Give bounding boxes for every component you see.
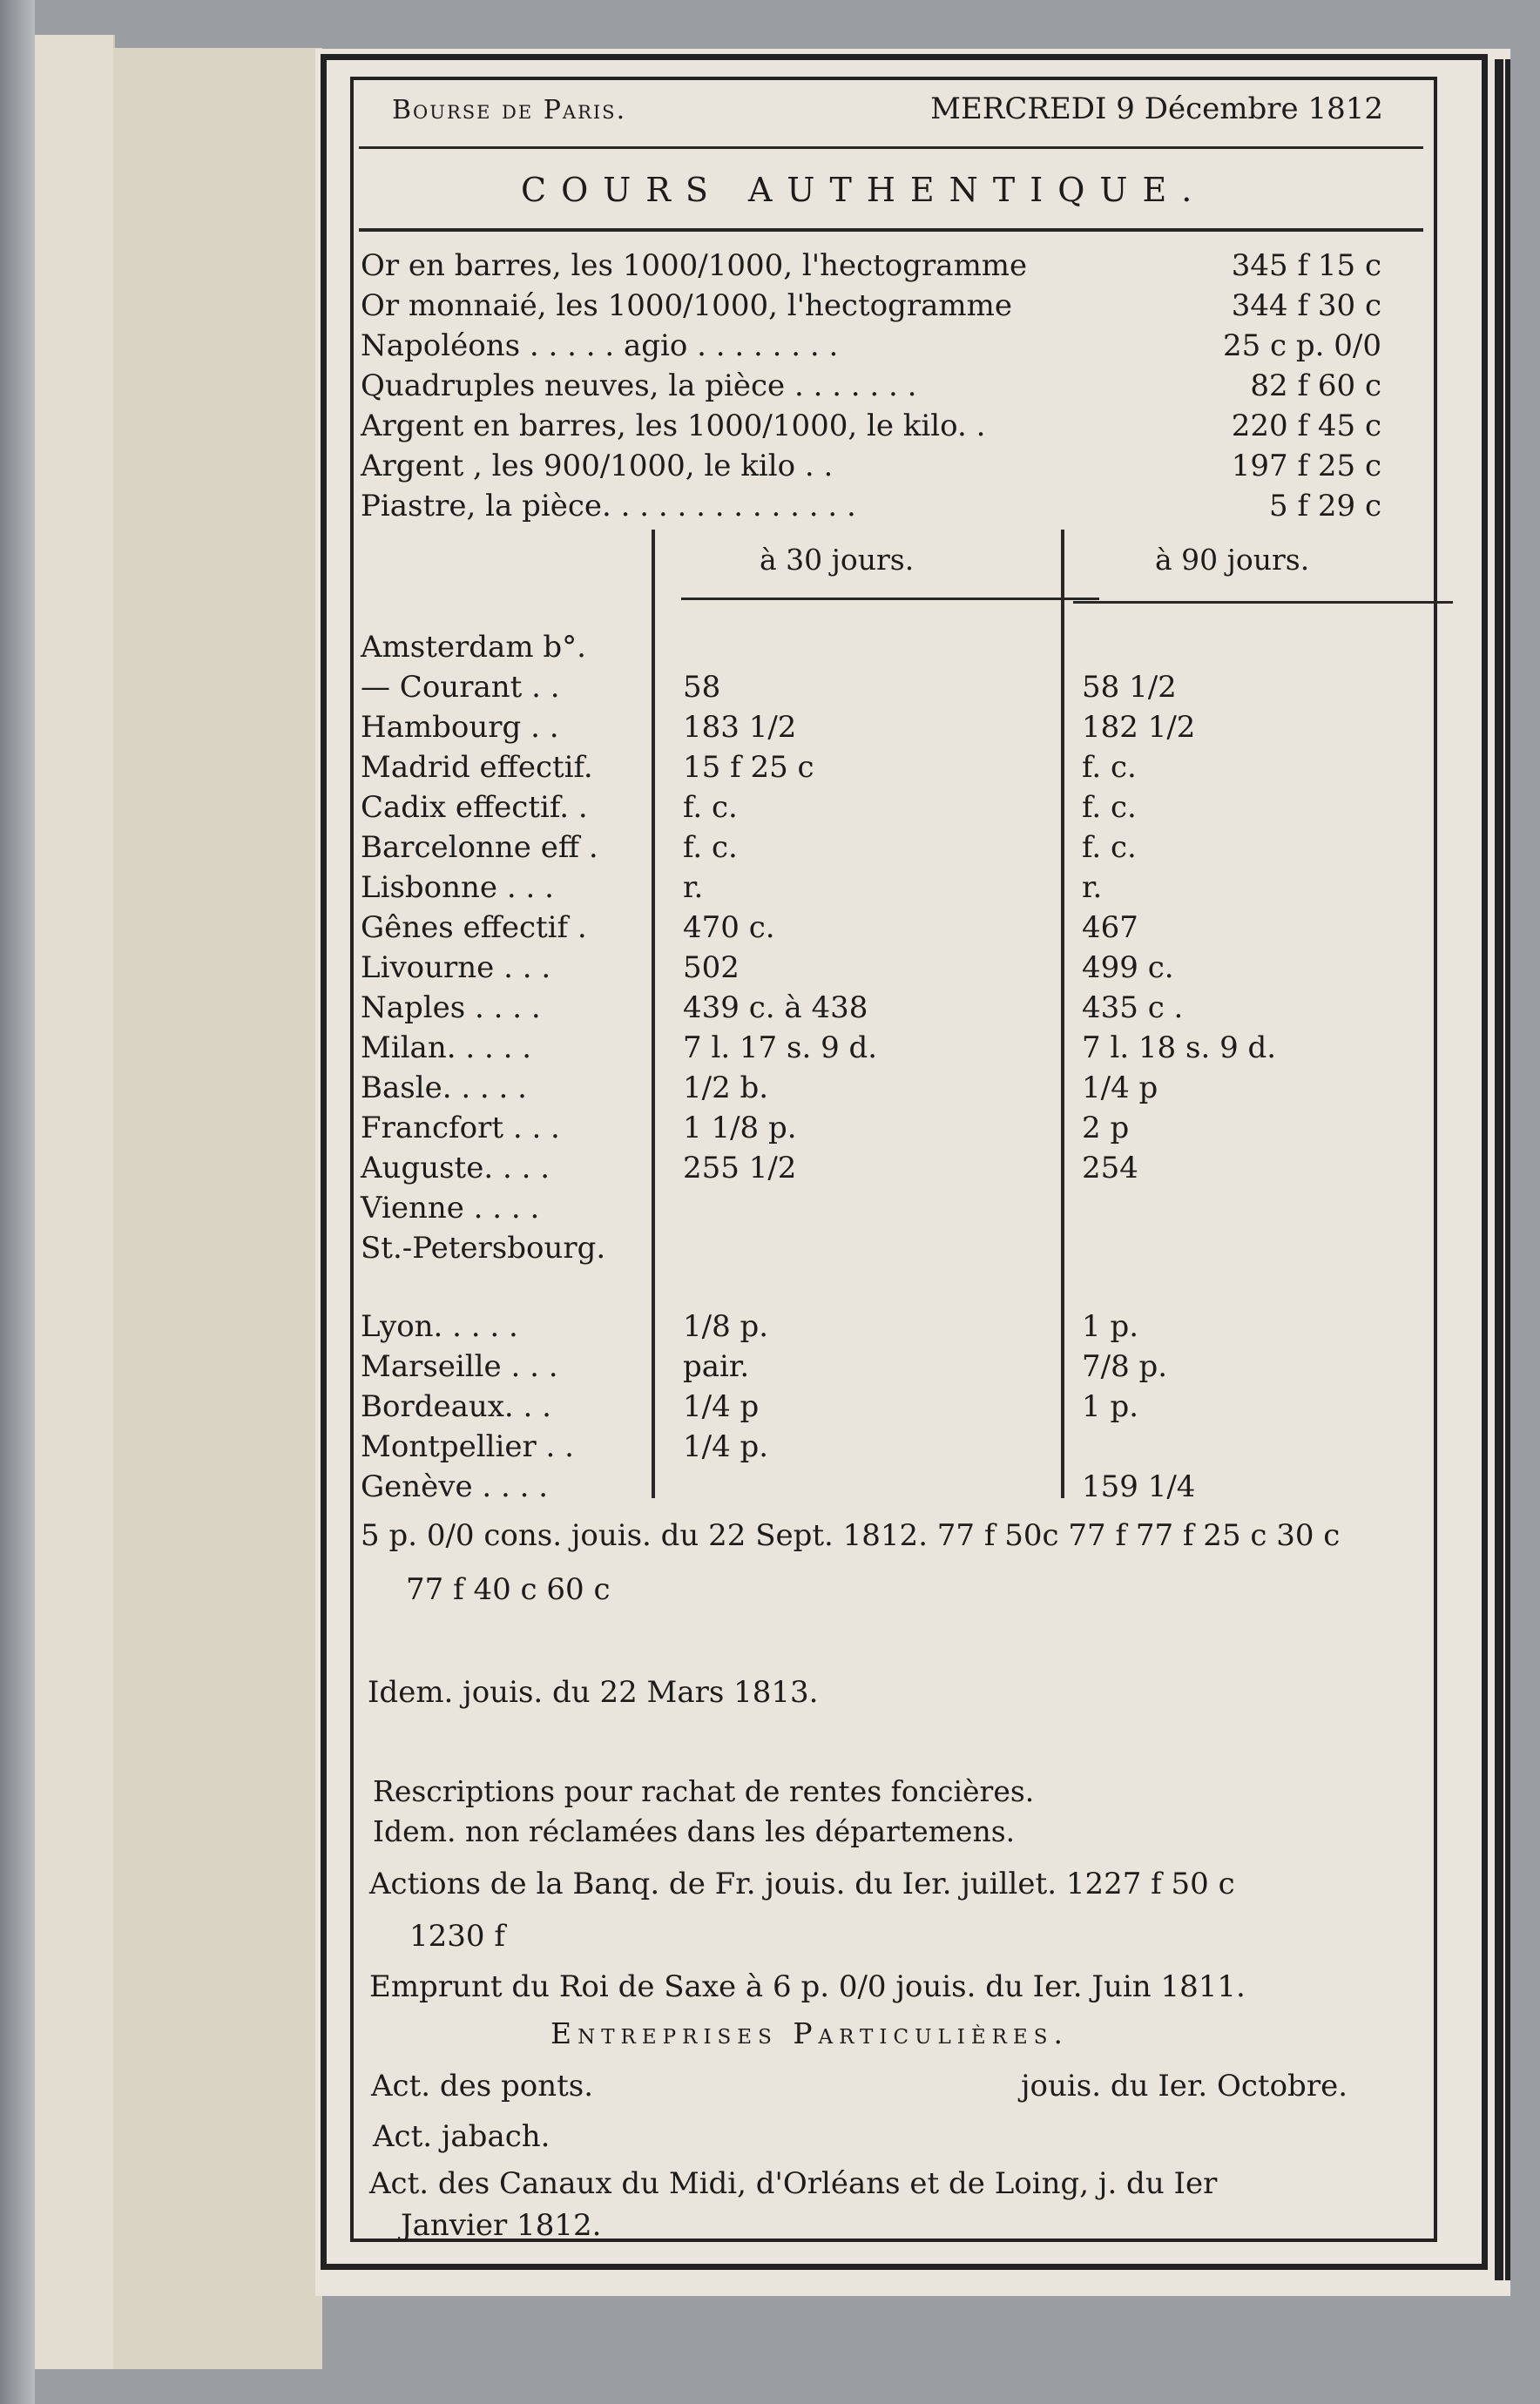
- rate-90-days: 254: [1082, 1151, 1138, 1185]
- act-ponts: Act. des ponts.: [371, 2069, 594, 2104]
- entreprises-title: Entreprises Particulières.: [550, 2016, 1069, 2050]
- cons-line-1: 5 p. 0/0 cons. jouis. du 22 Sept. 1812. 77 f 50c 77 f 77 f 25 c 30 c: [361, 1518, 1341, 1553]
- metal-value: 82 f 60 c: [1250, 368, 1381, 403]
- rate-90-days: 467: [1082, 910, 1138, 945]
- exchange-place: Lisbonne . . .: [361, 870, 554, 905]
- canaux-line-1: Act. des Canaux du Midi, d'Orléans et de Loing, j. du Ier: [369, 2166, 1218, 2201]
- metal-value: 345 f 15 c: [1231, 248, 1381, 283]
- column-rule: [1073, 601, 1453, 604]
- rate-30-days: 1/4 p: [683, 1389, 760, 1424]
- metal-value: 344 f 30 c: [1231, 288, 1381, 323]
- metal-value: 25 c p. 0/0: [1222, 328, 1381, 363]
- exchange-place: Cadix effectif. .: [361, 790, 588, 825]
- exchange-place: Genève . . . .: [361, 1469, 549, 1504]
- metal-value: 220 f 45 c: [1231, 409, 1381, 443]
- rate-30-days: 1/2 b.: [683, 1070, 769, 1105]
- header-rule: [359, 146, 1423, 149]
- column-divider: [652, 530, 655, 1498]
- rate-90-days: 7/8 p.: [1082, 1349, 1168, 1384]
- rate-30-days: 1/8 p.: [683, 1309, 769, 1344]
- exchange-place: Bordeaux. . .: [361, 1389, 551, 1424]
- exchange-place: Gênes effectif .: [361, 910, 587, 945]
- rate-30-days: f. c.: [683, 830, 738, 865]
- exchange-place: Auguste. . . .: [361, 1151, 550, 1185]
- metal-value: 197 f 25 c: [1231, 449, 1381, 483]
- rate-30-days: 58: [683, 670, 721, 705]
- banque-line-2: 1230 f: [409, 1919, 505, 1954]
- rate-90-days: f. c.: [1082, 790, 1137, 825]
- exchange-place: Naples . . . .: [361, 990, 541, 1025]
- rate-30-days: 439 c. à 438: [683, 990, 868, 1025]
- rate-90-days: 182 1/2: [1082, 710, 1196, 745]
- exchange-place: — Courant . .: [361, 670, 560, 705]
- exchange-place: Basle. . . . .: [361, 1070, 527, 1105]
- header-date: MERCREDI 9 Décembre 1812: [930, 91, 1383, 126]
- exchange-place: Amsterdam b°.: [361, 630, 586, 665]
- idem-non-reclamees: Idem. non réclamées dans les départemens.: [373, 1814, 1016, 1848]
- exchange-place: Lyon. . . . .: [361, 1309, 518, 1344]
- rate-90-days: 1 p.: [1082, 1389, 1139, 1424]
- metal-label: Argent , les 900/1000, le kilo . .: [361, 449, 834, 483]
- rate-90-days: 2 p: [1082, 1111, 1130, 1145]
- exchange-place: Livourne . . .: [361, 950, 551, 985]
- rate-90-days: 7 l. 18 s. 9 d.: [1082, 1030, 1277, 1065]
- frame-bar: [1505, 59, 1510, 2280]
- rate-90-days: 159 1/4: [1082, 1469, 1196, 1504]
- exchange-place: Madrid effectif.: [361, 750, 593, 785]
- rate-90-days: f. c.: [1082, 750, 1137, 785]
- metal-label: Napoléons . . . . . agio . . . . . . . .: [361, 328, 839, 363]
- idem-mars: Idem. jouis. du 22 Mars 1813.: [368, 1675, 819, 1710]
- exchange-place: Barcelonne eff .: [361, 830, 598, 865]
- rate-90-days: 435 c .: [1082, 990, 1184, 1025]
- rate-30-days: r.: [683, 870, 704, 905]
- rate-30-days: 255 1/2: [683, 1151, 797, 1185]
- spine-shadow: [0, 0, 35, 2404]
- rate-30-days: 1 1/8 p.: [683, 1111, 797, 1145]
- exchange-place: Hambourg . .: [361, 710, 559, 745]
- flyleaf-inner: [113, 48, 322, 2369]
- page-title: COURS AUTHENTIQUE.: [521, 171, 1207, 209]
- header-left: Bourse de Paris.: [392, 95, 627, 125]
- rate-30-days: pair.: [683, 1349, 750, 1384]
- act-jabach: Act. jabach.: [373, 2119, 550, 2154]
- rate-30-days: 470 c.: [683, 910, 775, 945]
- column-30-header: à 30 jours.: [760, 543, 915, 577]
- column-90-header: à 90 jours.: [1155, 543, 1310, 577]
- flyleaf: [35, 35, 115, 2369]
- emprunt: Emprunt du Roi de Saxe à 6 p. 0/0 jouis. du Ier. Juin 1811.: [369, 1969, 1246, 2004]
- metal-label: Or monnaié, les 1000/1000, l'hectogramme: [361, 288, 1012, 323]
- rate-90-days: 1/4 p: [1082, 1070, 1158, 1105]
- rate-30-days: 502: [683, 950, 740, 985]
- metal-value: 5 f 29 c: [1269, 489, 1381, 523]
- rate-90-days: 1 p.: [1082, 1309, 1139, 1344]
- page: [315, 49, 1510, 2296]
- cons-line-2: 77 f 40 c 60 c: [406, 1572, 611, 1607]
- title-rule: [359, 228, 1423, 232]
- metal-label: Piastre, la pièce. . . . . . . . . . . . . .: [361, 489, 856, 523]
- rate-30-days: 1/4 p.: [683, 1429, 769, 1464]
- rate-30-days: 15 f 25 c: [683, 750, 814, 785]
- rate-90-days: 499 c.: [1082, 950, 1174, 985]
- rate-30-days: f. c.: [683, 790, 738, 825]
- metal-label: Quadruples neuves, la pièce . . . . . . .: [361, 368, 917, 403]
- rate-90-days: r.: [1082, 870, 1103, 905]
- rescriptions: Rescriptions pour rachat de rentes foncières.: [373, 1774, 1035, 1808]
- banque-line-1: Actions de la Banq. de Fr. jouis. du Ier. juillet. 1227 f 50 c: [369, 1867, 1235, 1901]
- rate-90-days: 58 1/2: [1082, 670, 1177, 705]
- act-ponts-jouis: jouis. du Ier. Octobre.: [1021, 2069, 1348, 2104]
- canaux-line-2: Janvier 1812.: [401, 2208, 602, 2243]
- rate-30-days: 7 l. 17 s. 9 d.: [683, 1030, 878, 1065]
- exchange-place: St.-Petersbourg.: [361, 1231, 606, 1266]
- exchange-place: Montpellier . .: [361, 1429, 574, 1464]
- metal-label: Argent en barres, les 1000/1000, le kilo. .: [361, 409, 986, 443]
- exchange-place: Milan. . . . .: [361, 1030, 531, 1065]
- frame-bar: [1495, 59, 1503, 2280]
- exchange-place: Vienne . . . .: [361, 1191, 540, 1226]
- exchange-place: Francfort . . .: [361, 1111, 560, 1145]
- rate-90-days: f. c.: [1082, 830, 1137, 865]
- column-divider: [1061, 530, 1064, 1498]
- metal-label: Or en barres, les 1000/1000, l'hectogramme: [361, 248, 1028, 283]
- column-rule: [681, 598, 1099, 600]
- exchange-place: Marseille . . .: [361, 1349, 558, 1384]
- rate-30-days: 183 1/2: [683, 710, 797, 745]
